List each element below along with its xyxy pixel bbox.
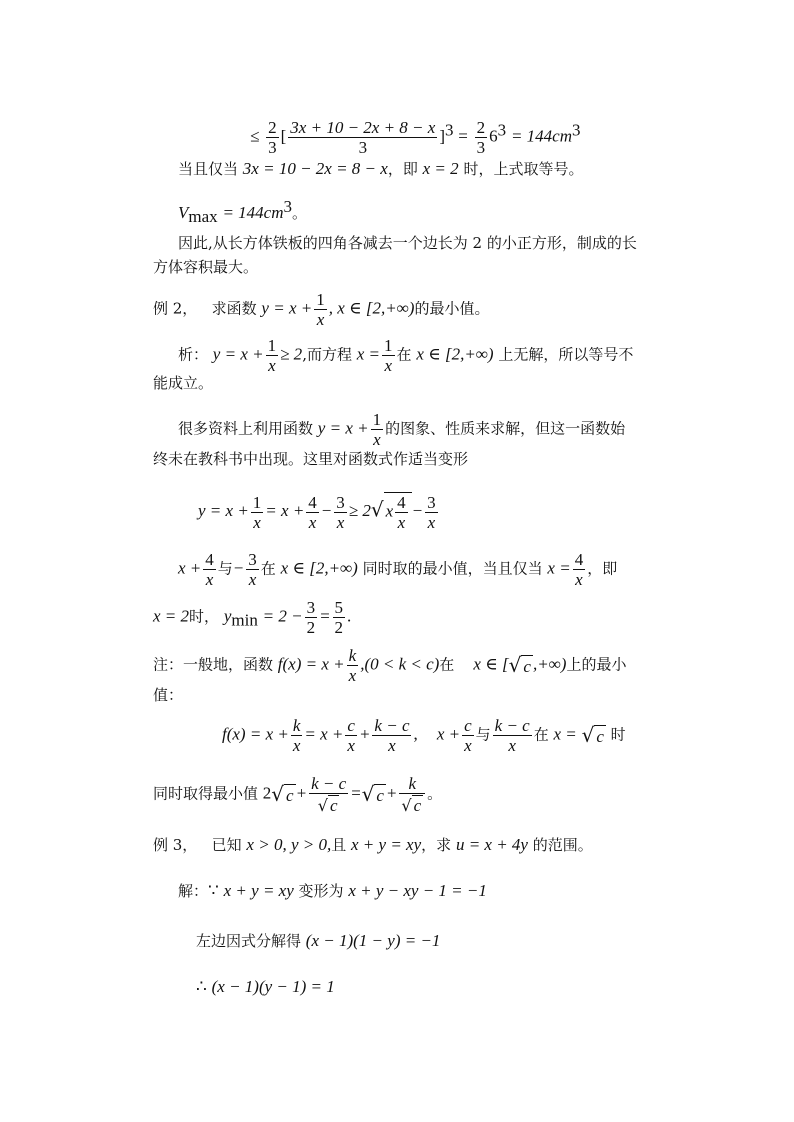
fraction: $\frac{k}{x}$: [348, 646, 357, 685]
fraction: $\frac{4}{x}$: [574, 550, 584, 589]
example-3: 例 3， 已知 x > 0, y > 0,且 x + y = xy，求 u = x + 4y 的范围。: [153, 835, 593, 854]
vmax-line: $V_{max} = 144cm^3$。: [178, 197, 308, 226]
fraction: $\frac{2}{3}$: [476, 118, 486, 157]
fraction: $\frac{k - c}{x}$: [494, 716, 530, 755]
paragraph-2: 很多资料上利用函数 y = x + $\frac{1}{x}$ 的图象、性质来求解，但这一函数始: [178, 410, 626, 449]
fraction: $\frac{k}{√ c}$: [399, 774, 425, 815]
square-root: √ c: [361, 781, 384, 806]
therefore-line: ∴ (x − 1)(y − 1) = 1: [196, 977, 335, 996]
square-root: √ x $\frac{4}{x}$: [371, 492, 412, 532]
square-root: √ c: [271, 781, 294, 806]
fraction: $\frac{3x + 10 - 2x + 8 - x}{3}$: [290, 118, 436, 157]
fraction: $\frac{1}{x}$: [252, 492, 262, 532]
min-value-line: 同时取得最小值 2√ c + $\frac{k - c}{√ c}$ =√ c + $\frac{k}{√ c}$ 。: [153, 774, 443, 816]
fraction: $\frac{4}{x}$: [205, 550, 214, 589]
fraction: $\frac{k - c}{x}$: [374, 716, 410, 755]
fraction: $\frac{1}{x}$: [372, 410, 382, 449]
paragraph-2-cont: 终未在教科书中出现。这里对函数式作适当变形: [153, 450, 469, 468]
solution-line: 解：∵ x + y = xy 变形为 x + y − xy − 1 = −1: [178, 881, 487, 900]
simultaneous-min-line: x + $\frac{4}{x}$ 与− $\frac{3}{x}$ 在 x ∈ [2,+∞) 同时取的最小值，当且仅当 x = $\frac{4}{x}$ ，即: [178, 550, 618, 589]
fraction: $\frac{c}{x}$: [464, 716, 472, 755]
square-root: √ c: [581, 722, 604, 747]
equality-condition-line: 当且仅当 3x = 10 − 2x = 8 − x，即 x = 2 时，上式取等号。: [178, 159, 584, 178]
conclusion-paragraph-cont: 方体容积最大。: [153, 258, 259, 276]
ymin-line: x = 2时， $y_{min} = 2$ − $\frac{3}{2}$ = $\frac{5}{2}$ .: [153, 598, 352, 637]
inequality-line: ≤ $\frac{2}{3}$ [ $\frac{3x + 10 - 2x + 8 - x}{3}$ ]$^3$ = $\frac{2}{3}$ $6^3 = 144cm^3$: [250, 118, 581, 157]
decomposition-line: f(x) = x + $\frac{k}{x}$ = x + $\frac{c}{x}$ + $\frac{k - c}{x}$ , x + $\frac{c}{x}$ 与 $\frac{k - c}{x}$ 在 x = √ c 时: [222, 716, 626, 755]
fraction: $\frac{c}{x}$: [347, 716, 355, 755]
analysis-cont: 能成立。: [153, 374, 214, 392]
fraction: $\frac{1}{x}$: [267, 336, 277, 375]
square-root: √ c: [508, 652, 531, 677]
derivation-line: y = x + $\frac{1}{x}$ = x + $\frac{4}{x}$ − $\frac{3}{x}$ ≥ 2√ x $\frac{4}{x}$ − $\frac{3}{x}$: [198, 492, 436, 532]
fraction: $\frac{k}{x}$: [292, 716, 301, 755]
fraction: $\frac{3}{x}$: [427, 492, 436, 532]
fraction: $\frac{5}{2}$: [334, 598, 344, 637]
example-2: 例 2， 求函数 y = x + $\frac{1}{x}$ , x ∈ [2,+∞)的最小值。: [153, 290, 490, 329]
fraction: $\frac{3}{x}$: [336, 492, 345, 532]
fraction: $\frac{1}{x}$: [316, 290, 325, 329]
fraction: $\frac{3}{2}$: [306, 598, 316, 637]
note-cont: 值：: [153, 686, 184, 704]
fraction: $\frac{4}{x}$: [308, 492, 317, 532]
fraction: $\frac{3}{x}$: [248, 550, 257, 589]
fraction: $\frac{1}{x}$: [384, 336, 393, 375]
factorization-line: 左边因式分解得 (x − 1)(1 − y) = −1: [196, 931, 441, 950]
fraction: $\frac{k - c}{√ c}$: [311, 774, 347, 816]
leq-sign: ≤: [250, 126, 260, 146]
analysis-line: 析： y = x + $\frac{1}{x}$ ≥ 2,而方程 x = $\frac{1}{x}$ 在 x ∈ [2,+∞) 上无解，所以等号不: [178, 336, 634, 375]
fraction: $\frac{2}{3}$: [268, 118, 277, 157]
note-line: 注：一般地，函数 f(x) = x + $\frac{k}{x}$ ,(0 < k < c)在 x ∈ [√ c ,+∞)上的最小: [153, 646, 627, 685]
conclusion-paragraph: 因此,从长方体铁板的四角各减去一个边长为 2 的小正方形，制成的长: [178, 234, 637, 252]
